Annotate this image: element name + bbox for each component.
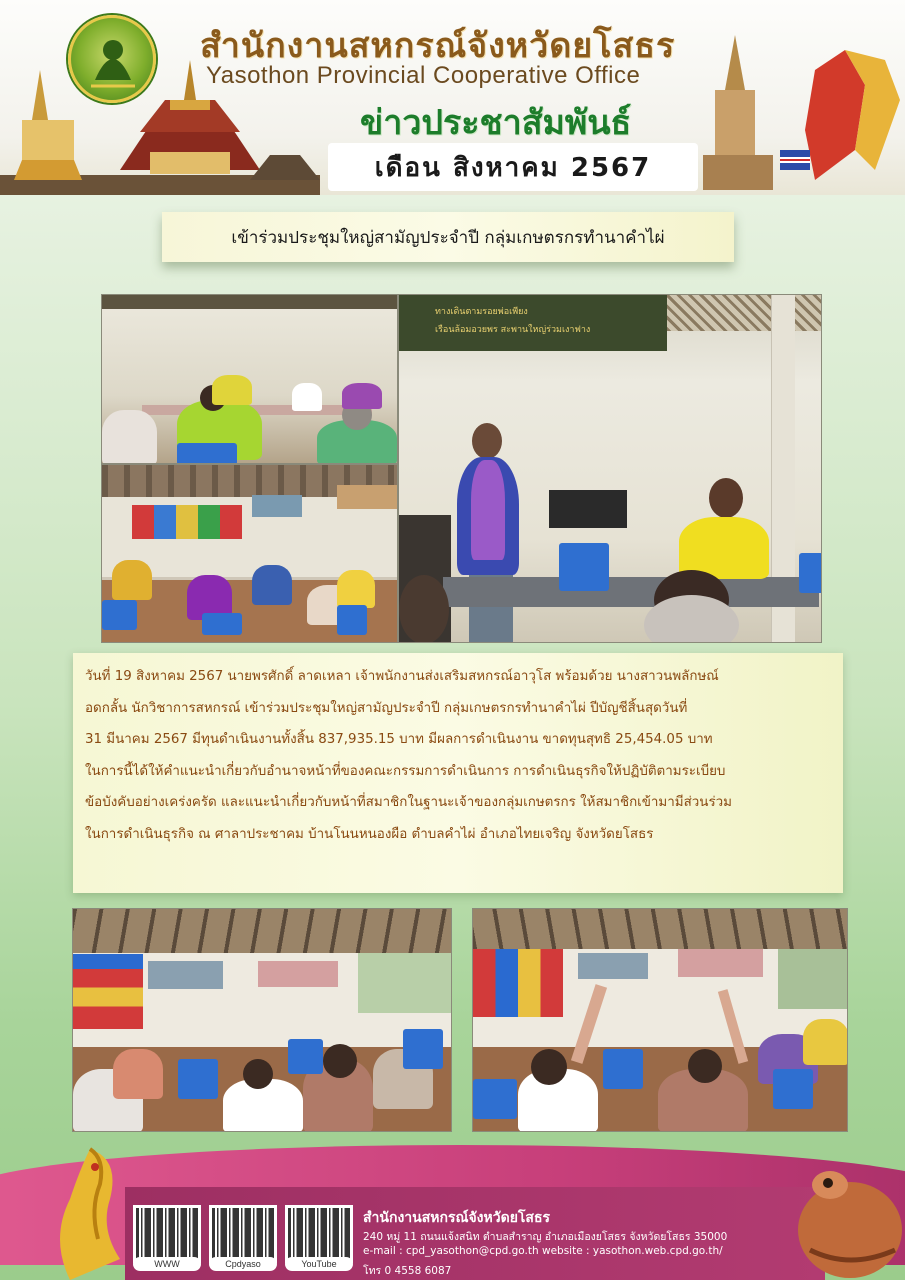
- toad-right-illustration: [795, 1155, 905, 1280]
- photo-hall-left: [72, 908, 452, 1132]
- banner-sign: [429, 303, 659, 343]
- qr-label-youtube: YouTube: [285, 1257, 353, 1271]
- org-name-thai: สำนักงานสหกรณ์จังหวัดยโสธร: [200, 26, 676, 66]
- qr-code-website[interactable]: [133, 1205, 201, 1263]
- article-body-line: 31 มีนาคม 2567 มีทุนดำเนินงานทั้งสิ้น 837,935.15 บาท มีผลการดำเนินงาน ขาดทุนสุทธิ 25,454.05 บาท: [85, 732, 713, 747]
- footer-contact[interactable]: e-mail : cpd_yasothon@cpd.go.th website : yasothon.web.cpd.go.th/: [363, 1245, 723, 1257]
- month-badge: [328, 143, 698, 191]
- banner-sign-text-2: เรือนล้อมอวยพร สะพานใหญ่ร่วมเงาฟาง: [435, 325, 591, 335]
- photo-hall-audience: [101, 464, 398, 643]
- month-label: เดือน สิงหาคม 2567: [374, 152, 652, 183]
- news-heading: ข่าวประชาสัมพันธ์: [360, 103, 632, 143]
- qr-code-facebook[interactable]: [209, 1205, 277, 1263]
- article-title-banner: [162, 212, 734, 262]
- photo-hall-right: [472, 908, 848, 1132]
- article-body: [73, 653, 843, 893]
- article-body-line: ในการนี้ได้ให้คำแนะนำเกี่ยวกับอำนาจหน้าที่ของคณะกรรมการดำเนินการ การดำเนินธุรกิจให้ปฏิบัติตามระเบียบ: [85, 763, 726, 779]
- article-body-line: อดกลั้น นักวิชาการสหกรณ์ เข้าร่วมประชุมใหญ่สามัญประจำปี กลุ่มเกษตรกรทำนาคำไผ่ ปีบัญชีสิ้นสุดวันที่: [85, 700, 688, 716]
- qr-code-youtube[interactable]: [285, 1205, 353, 1263]
- banner-sign-text-1: ทางเดินตามรอยพ่อเพียง: [435, 307, 528, 317]
- footer: [0, 1135, 905, 1280]
- temple-right-illustration: [695, 30, 905, 195]
- org-name-english: Yasothon Provincial Cooperative Office: [206, 62, 641, 89]
- qr-label-website: WWW: [133, 1257, 201, 1271]
- footer-org-name: สำนักงานสหกรณ์จังหวัดยโสธร: [363, 1210, 551, 1226]
- photo-speaker: [398, 294, 822, 643]
- footer-phone: โทร 0 4558 6087: [363, 1265, 452, 1277]
- office-seal-logo: [68, 15, 156, 103]
- article-title: เข้าร่วมประชุมใหญ่สามัญประจำปี กลุ่มเกษตรกรทำนาคำไผ่: [231, 227, 665, 248]
- qr-label-facebook: Cpdyaso: [209, 1257, 277, 1271]
- naga-left-illustration: [50, 1139, 130, 1280]
- article-body-line: ข้อบังคับอย่างเคร่งครัด และแนะนำเกี่ยวกับหน้าที่สมาชิกในฐานะเจ้าของกลุ่มเกษตรกร ให้สมาชิกเข้ามามีส่วนร่วม: [85, 795, 732, 810]
- article-body-line: ในการดำเนินธุรกิจ ณ ศาลาประชาคม บ้านโนนหนองผือ ตำบลคำไผ่ อำเภอไทยเจริญ จังหวัดยโสธร: [85, 826, 654, 842]
- article-body-line: วันที่ 19 สิงหาคม 2567 นายพรศักดิ์ ลาดเหลา เจ้าพนักงานส่งเสริมสหกรณ์อาวุโส พร้อมด้วย นางสาวนพลักษณ์: [85, 669, 719, 684]
- photo-meeting-table: [101, 294, 398, 464]
- footer-address: 240 หมู่ 11 ถนนแจ้งสนิท ตำบลสำราญ อำเภอเมืองยโสธร จังหวัดยโสธร 35000: [363, 1231, 728, 1243]
- header-banner: [0, 0, 905, 195]
